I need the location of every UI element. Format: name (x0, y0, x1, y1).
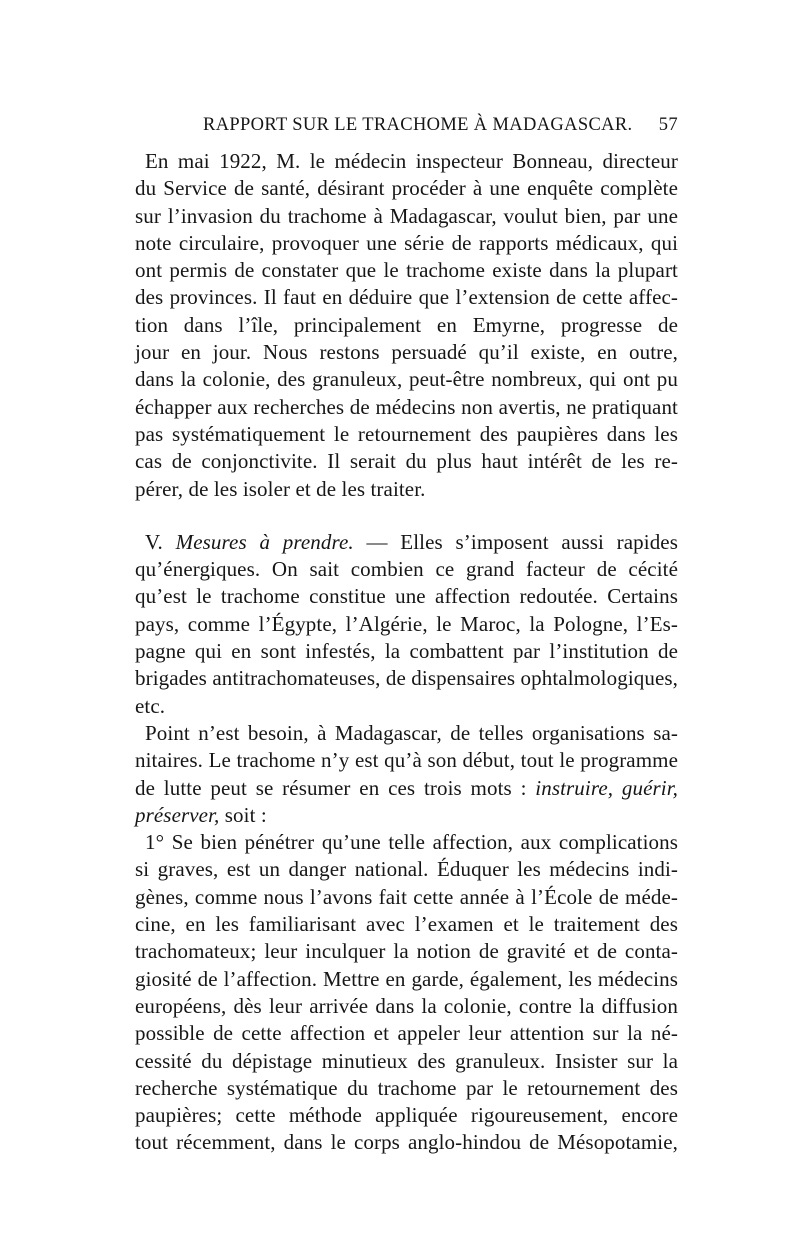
text-run: soit : (219, 802, 267, 827)
text-line-with-italics (135, 802, 678, 829)
text-line: sur l’invasion du trachome à Madagascar, voulut bien, par une (135, 203, 678, 228)
text-line-with-italics (135, 775, 678, 802)
text-line: cine, en les familiarisant avec l’examen et le traitement des (135, 912, 678, 937)
text-line: gènes, comme nous l’avons fait cette année à l’École de méde- (135, 884, 678, 909)
text-line: si graves, est un danger national. Éduquer les médecins indi- (135, 857, 678, 882)
text-line: brigades antitrachomateuses, de dispensaires ophtalmologiques, (135, 666, 678, 691)
italic-word: instruire, (535, 775, 614, 800)
italic-word: préserver, (135, 802, 220, 827)
text-line: cas de conjonctivite. Il serait du plus haut intérêt de les re- (135, 449, 678, 474)
text-line: Point n’est besoin, à Madagascar, de telles organisations sa- (145, 720, 678, 745)
text-line: possible de cette affection et appeler leur attention sur la né- (135, 1021, 678, 1046)
page-number: 57 (658, 115, 678, 135)
text-run: de lutte peut se résumer en ces trois mots : (135, 775, 536, 800)
section-title: Mesures à prendre. (175, 529, 354, 554)
text-line: tout récemment, dans le corps anglo-hindou de Mésopotamie, (135, 1130, 678, 1155)
text-line: dans la colonie, des granuleux, peut-être nombreux, qui ont pu (135, 367, 678, 392)
text-line: nitaires. Le trachome n’y est qu’à son début, tout le programme (135, 748, 678, 773)
text-line: pas systématiquement le retournement des paupières dans les (135, 421, 678, 446)
text-line: etc. (135, 693, 166, 718)
text-line: européens, dès leur arrivée dans la colonie, contre la diffusion (135, 993, 678, 1018)
text-line: qu’énergiques. On sait combien ce grand facteur de cécité (135, 557, 678, 582)
running-head (135, 115, 678, 141)
text-line: qu’est le trachome constitue une affection redoutée. Certains (135, 584, 678, 609)
text-line: cessité du dépistage minutieux des granuleux. Insister sur la (135, 1048, 678, 1073)
text-line: giosité de l’affection. Mettre en garde, également, les médecins (135, 966, 678, 991)
text-line: note circulaire, provoquer une série de rapports médicaux, qui (135, 230, 678, 255)
running-title: RAPPORT SUR LE TRACHOME À MADAGASCAR. (203, 115, 633, 135)
text-line: du Service de santé, désirant procéder à une enquête complète (135, 176, 678, 201)
text-line: paupières; cette méthode appliquée rigoureusement, encore (135, 1103, 678, 1128)
text-line: pérer, de les isoler et de les traiter. (135, 476, 426, 501)
text-line: tion dans l’île, principalement en Emyrne, progresse de (135, 312, 678, 337)
text-line: ont permis de constater que le trachome existe dans la plupart (135, 258, 678, 283)
text-line: recherche systématique du trachome par le retournement des (135, 1075, 678, 1100)
text-line: 1° Se bien pénétrer qu’une telle affection, aux complications (145, 830, 678, 855)
italic-word: guérir, (621, 775, 678, 800)
text-line: échapper aux recherches de médecins non avertis, ne pratiquant (135, 394, 678, 419)
body-text (135, 148, 678, 1157)
section-lead-text: — Elles s’imposent aussi rapides (353, 529, 678, 554)
paragraph-gap (135, 503, 678, 529)
text-line: pagne qui en sont infestés, la combattent par l’institution de (135, 639, 678, 664)
text-line: trachomateux; leur inculquer la notion de gravité et de conta- (135, 939, 678, 964)
text-line: pays, comme l’Égypte, l’Algérie, le Maroc, la Pologne, l’Es- (135, 611, 678, 636)
text-line: jour en jour. Nous restons persuadé qu’il existe, en outre, (135, 340, 678, 365)
section-number: V. (145, 529, 176, 554)
section-heading-line (135, 529, 678, 556)
text-line: En mai 1922, M. le médecin inspecteur Bonneau, directeur (145, 149, 678, 173)
text-line: des provinces. Il faut en déduire que l’extension de cette affec- (135, 285, 678, 310)
